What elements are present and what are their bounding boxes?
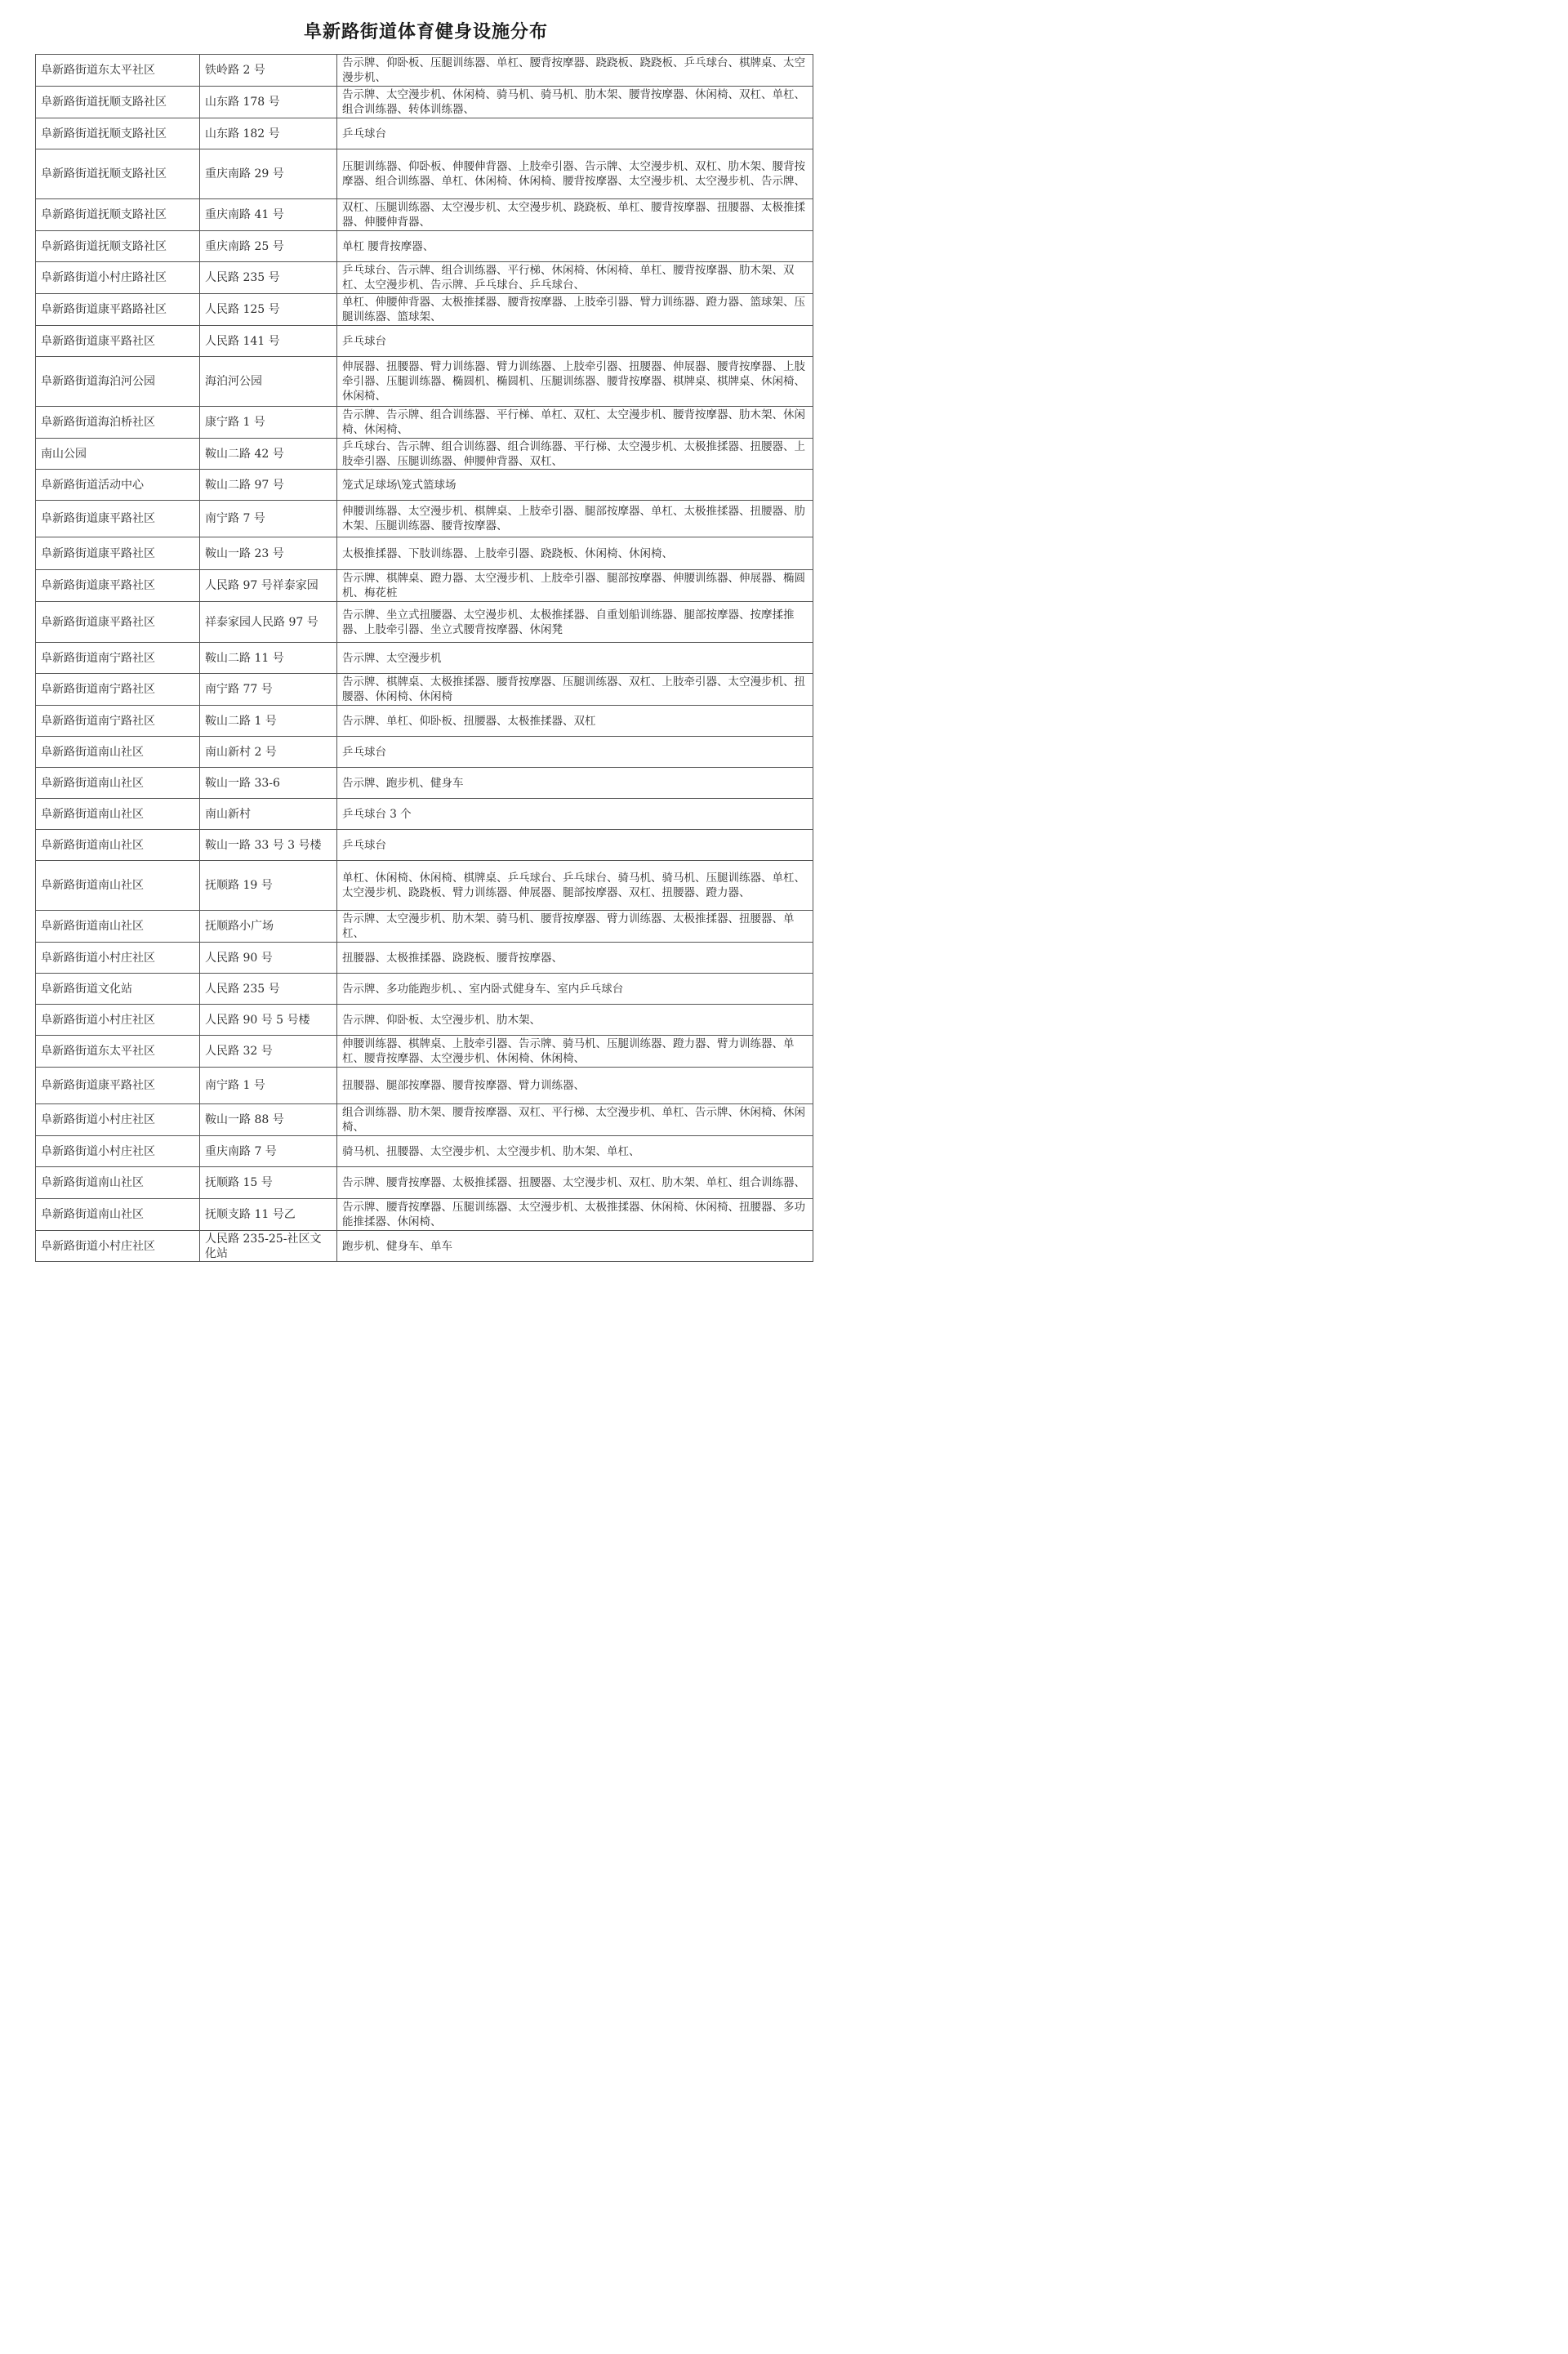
community-cell: 阜新路街道小村庄社区 [36,1104,200,1136]
community-cell: 南山公园 [36,439,200,470]
table-row [36,407,813,439]
address-cell: 鞍山二路 97 号 [200,470,337,501]
community-cell: 阜新路街道东太平社区 [36,55,200,87]
table-row [36,231,813,262]
equipment-cell: 乒乓球台 [337,118,813,149]
address-cell: 人民路 141 号 [200,326,337,357]
community-cell: 阜新路街道活动中心 [36,470,200,501]
community-cell: 阜新路街道南山社区 [36,799,200,830]
equipment-cell: 乒乓球台 3 个 [337,799,813,830]
address-cell: 人民路 125 号 [200,294,337,326]
community-cell: 阜新路街道抚顺支路社区 [36,118,200,149]
community-cell: 阜新路街道小村庄社区 [36,943,200,974]
community-cell: 阜新路街道康平路路社区 [36,294,200,326]
community-cell: 阜新路街道南山社区 [36,1199,200,1231]
table-row [36,262,813,294]
equipment-cell: 乒乓球台、告示牌、组合训练器、平行梯、休闲椅、休闲椅、单杠、腰背按摩器、肋木架、双杠、太空漫步机、告示牌、乒乓球台、乒乓球台、 [337,262,813,294]
table-row [36,470,813,501]
equipment-cell: 告示牌、仰卧板、压腿训练器、单杠、腰背按摩器、跷跷板、跷跷板、乒乓球台、棋牌桌、太空漫步机、 [337,55,813,87]
community-cell: 阜新路街道抚顺支路社区 [36,231,200,262]
address-cell: 南宁路 1 号 [200,1068,337,1104]
equipment-cell: 告示牌、腰背按摩器、太极推揉器、扭腰器、太空漫步机、双杠、肋木架、单杠、组合训练器、 [337,1167,813,1199]
community-cell: 阜新路街道南山社区 [36,911,200,943]
table-row [36,737,813,768]
community-cell: 阜新路街道小村庄社区 [36,1231,200,1262]
equipment-cell: 双杠、压腿训练器、太空漫步机、太空漫步机、跷跷板、单杠、腰背按摩器、扭腰器、太极推揉器、伸腰伸背器、 [337,199,813,231]
table-row [36,643,813,674]
table-row [36,118,813,149]
community-cell: 阜新路街道南宁路社区 [36,706,200,737]
table-row [36,357,813,407]
table-row [36,706,813,737]
address-cell: 鞍山二路 42 号 [200,439,337,470]
community-cell: 阜新路街道康平路社区 [36,326,200,357]
community-cell: 阜新路街道东太平社区 [36,1036,200,1068]
table-row [36,830,813,861]
equipment-cell: 扭腰器、腿部按摩器、腰背按摩器、臂力训练器、 [337,1068,813,1104]
address-cell: 铁岭路 2 号 [200,55,337,87]
community-cell: 阜新路街道康平路社区 [36,570,200,602]
community-cell: 阜新路街道南山社区 [36,830,200,861]
equipment-cell: 骑马机、扭腰器、太空漫步机、太空漫步机、肋木架、单杠、 [337,1136,813,1167]
equipment-cell: 伸腰训练器、棋牌桌、上肢牵引器、告示牌、骑马机、压腿训练器、蹬力器、臂力训练器、单杠、腰背按摩器、太空漫步机、休闲椅、休闲椅、 [337,1036,813,1068]
address-cell: 人民路 97 号祥泰家园 [200,570,337,602]
address-cell: 鞍山一路 33 号 3 号楼 [200,830,337,861]
equipment-cell: 告示牌、棋牌桌、太极推揉器、腰背按摩器、压腿训练器、双杠、上肢牵引器、太空漫步机、扭腰器、休闲椅、休闲椅 [337,674,813,706]
community-cell: 阜新路街道南宁路社区 [36,674,200,706]
equipment-cell: 伸腰训练器、太空漫步机、棋牌桌、上肢牵引器、腿部按摩器、单杠、太极推揉器、扭腰器、肋木架、压腿训练器、腰背按摩器、 [337,501,813,537]
table-row [36,1199,813,1231]
table-row [36,570,813,602]
table-row [36,1136,813,1167]
community-cell: 阜新路街道小村庄社区 [36,1005,200,1036]
address-cell: 南山新村 [200,799,337,830]
table-row [36,55,813,87]
table-row [36,1005,813,1036]
table-row [36,799,813,830]
address-cell: 人民路 90 号 5 号楼 [200,1005,337,1036]
address-cell: 人民路 32 号 [200,1036,337,1068]
equipment-cell: 告示牌、仰卧板、太空漫步机、肋木架、 [337,1005,813,1036]
community-cell: 阜新路街道康平路社区 [36,501,200,537]
address-cell: 南山新村 2 号 [200,737,337,768]
community-cell: 阜新路街道海泊河公园 [36,357,200,407]
community-cell: 阜新路街道文化站 [36,974,200,1005]
equipment-cell: 太极推揉器、下肢训练器、上肢牵引器、跷跷板、休闲椅、休闲椅、 [337,537,813,570]
table-row [36,294,813,326]
table-row [36,87,813,118]
address-cell: 鞍山二路 1 号 [200,706,337,737]
table-row [36,1104,813,1136]
address-cell: 抚顺路 19 号 [200,861,337,911]
community-cell: 阜新路街道康平路社区 [36,1068,200,1104]
address-cell: 抚顺路小广场 [200,911,337,943]
address-cell: 人民路 235-25-社区文化站 [200,1231,337,1262]
address-cell: 南宁路 7 号 [200,501,337,537]
community-cell: 阜新路街道小村庄社区 [36,1136,200,1167]
community-cell: 阜新路街道小村庄路社区 [36,262,200,294]
address-cell: 重庆南路 7 号 [200,1136,337,1167]
equipment-cell: 压腿训练器、仰卧板、伸腰伸背器、上肢牵引器、告示牌、太空漫步机、双杠、肋木架、腰背按摩器、组合训练器、单杠、休闲椅、休闲椅、腰背按摩器、太空漫步机、太空漫步机、告示牌、 [337,149,813,199]
address-cell: 抚顺支路 11 号乙 [200,1199,337,1231]
address-cell: 鞍山一路 88 号 [200,1104,337,1136]
table-row [36,1167,813,1199]
community-cell: 阜新路街道康平路社区 [36,602,200,643]
equipment-cell: 乒乓球台 [337,830,813,861]
equipment-cell: 乒乓球台 [337,737,813,768]
address-cell: 人民路 235 号 [200,262,337,294]
table-row [36,199,813,231]
table-row [36,537,813,570]
facilities-table-body [36,55,813,1262]
address-cell: 山东路 178 号 [200,87,337,118]
address-cell: 人民路 90 号 [200,943,337,974]
page-title: 阜新路街道体育健身设施分布 [303,21,548,42]
equipment-cell: 跑步机、健身车、单车 [337,1231,813,1262]
community-cell: 阜新路街道南山社区 [36,737,200,768]
table-row [36,974,813,1005]
community-cell: 阜新路街道抚顺支路社区 [36,199,200,231]
equipment-cell: 告示牌、棋牌桌、蹬力器、太空漫步机、上肢牵引器、腿部按摩器、伸腰训练器、伸展器、椭圆机、梅花桩 [337,570,813,602]
table-row [36,911,813,943]
equipment-cell: 笼式足球场\笼式篮球场 [337,470,813,501]
equipment-cell: 乒乓球台、告示牌、组合训练器、组合训练器、平行梯、太空漫步机、太极推揉器、扭腰器、上肢牵引器、压腿训练器、伸腰伸背器、双杠、 [337,439,813,470]
equipment-cell: 告示牌、告示牌、组合训练器、平行梯、单杠、双杠、太空漫步机、腰背按摩器、肋木架、休闲椅、休闲椅、 [337,407,813,439]
community-cell: 阜新路街道南山社区 [36,861,200,911]
address-cell: 海泊河公园 [200,357,337,407]
table-row [36,149,813,199]
table-row [36,1231,813,1262]
community-cell: 阜新路街道南宁路社区 [36,643,200,674]
equipment-cell: 伸展器、扭腰器、臂力训练器、臂力训练器、上肢牵引器、扭腰器、伸展器、腰背按摩器、上肢牵引器、压腿训练器、椭圆机、椭圆机、压腿训练器、腰背按摩器、棋牌桌、棋牌桌、休闲椅、休闲椅、 [337,357,813,407]
equipment-cell: 告示牌、太空漫步机、肋木架、骑马机、腰背按摩器、臂力训练器、太极推揉器、扭腰器、单杠、 [337,911,813,943]
table-row [36,501,813,537]
table-row [36,861,813,911]
community-cell: 阜新路街道海泊桥社区 [36,407,200,439]
equipment-cell: 告示牌、多功能跑步机、、室内卧式健身车、室内乒乓球台 [337,974,813,1005]
address-cell: 人民路 235 号 [200,974,337,1005]
address-cell: 南宁路 77 号 [200,674,337,706]
table-row [36,768,813,799]
community-cell: 阜新路街道南山社区 [36,1167,200,1199]
equipment-cell: 组合训练器、肋木架、腰背按摩器、双杠、平行梯、太空漫步机、单杠、告示牌、休闲椅、休闲椅、 [337,1104,813,1136]
community-cell: 阜新路街道抚顺支路社区 [36,149,200,199]
table-row [36,439,813,470]
equipment-cell: 告示牌、坐立式扭腰器、太空漫步机、太极推揉器、自重划船训练器、腿部按摩器、按摩揉推器、上肢牵引器、坐立式腰背按摩器、休闲凳 [337,602,813,643]
equipment-cell: 告示牌、太空漫步机、休闲椅、骑马机、骑马机、肋木架、腰背按摩器、休闲椅、双杠、单杠、组合训练器、转体训练器、 [337,87,813,118]
equipment-cell: 告示牌、腰背按摩器、压腿训练器、太空漫步机、太极推揉器、休闲椅、休闲椅、扭腰器、多功能推揉器、休闲椅、 [337,1199,813,1231]
table-row [36,674,813,706]
equipment-cell: 告示牌、跑步机、健身车 [337,768,813,799]
table-row [36,943,813,974]
address-cell: 重庆南路 41 号 [200,199,337,231]
address-cell: 鞍山一路 33-6 [200,768,337,799]
facilities-table [35,54,813,1262]
address-cell: 鞍山一路 23 号 [200,537,337,570]
address-cell: 抚顺路 15 号 [200,1167,337,1199]
community-cell: 阜新路街道康平路社区 [36,537,200,570]
address-cell: 山东路 182 号 [200,118,337,149]
table-row [36,326,813,357]
table-row [36,602,813,643]
equipment-cell: 单杠、休闲椅、休闲椅、棋牌桌、乒乓球台、乒乓球台、骑马机、骑马机、压腿训练器、单杠、太空漫步机、跷跷板、臂力训练器、伸展器、腿部按摩器、双杠、扭腰器、蹬力器、 [337,861,813,911]
equipment-cell: 告示牌、太空漫步机 [337,643,813,674]
equipment-cell: 扭腰器、太极推揉器、跷跷板、腰背按摩器、 [337,943,813,974]
address-cell: 重庆南路 29 号 [200,149,337,199]
community-cell: 阜新路街道南山社区 [36,768,200,799]
equipment-cell: 告示牌、单杠、仰卧板、扭腰器、太极推揉器、双杠 [337,706,813,737]
address-cell: 鞍山二路 11 号 [200,643,337,674]
table-row [36,1068,813,1104]
equipment-cell: 单杠 腰背按摩器、 [337,231,813,262]
community-cell: 阜新路街道抚顺支路社区 [36,87,200,118]
address-cell: 康宁路 1 号 [200,407,337,439]
address-cell: 重庆南路 25 号 [200,231,337,262]
equipment-cell: 单杠、伸腰伸背器、太极推揉器、腰背按摩器、上肢牵引器、臂力训练器、蹬力器、篮球架、压腿训练器、篮球架、 [337,294,813,326]
equipment-cell: 乒乓球台 [337,326,813,357]
table-row [36,1036,813,1068]
address-cell: 祥泰家园人民路 97 号 [200,602,337,643]
